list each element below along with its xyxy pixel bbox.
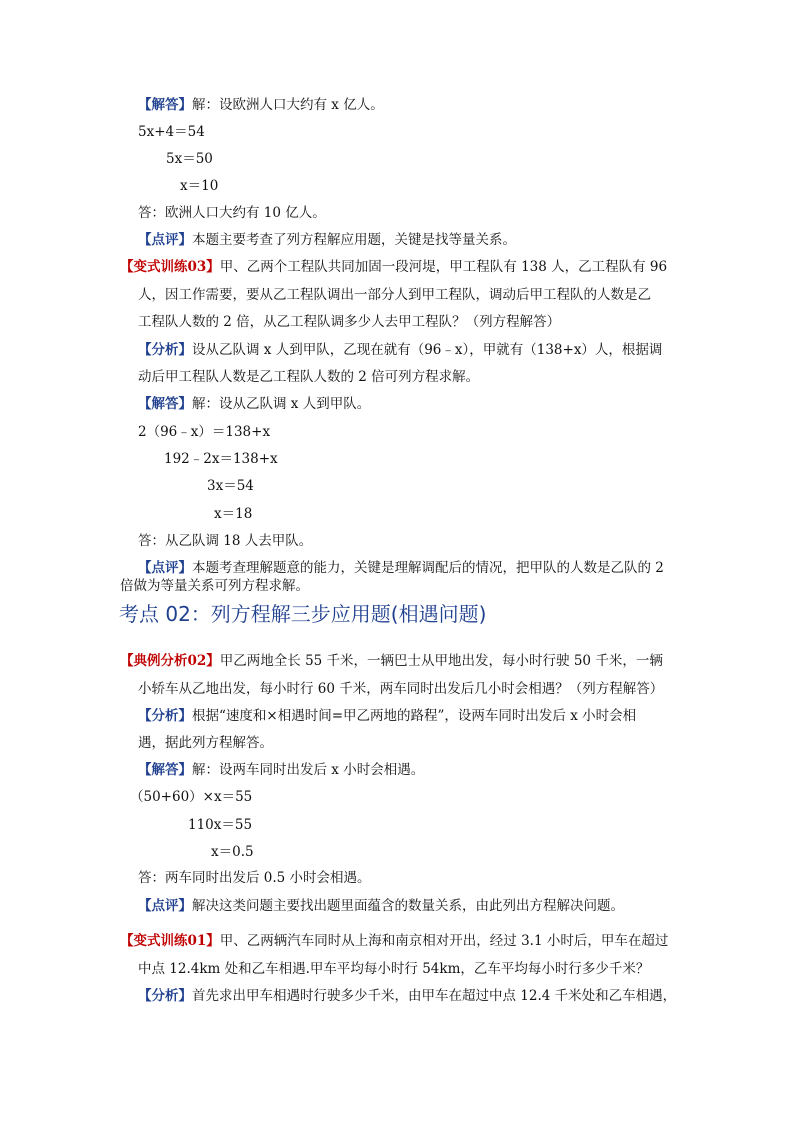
section-heading: 考点 02：列方程解三步应用题(相遇问题) bbox=[119, 602, 487, 626]
question-line: 人，因工作需要，要从乙工程队调出一部分人到甲工程队，调动后甲工程队的人数是乙 bbox=[138, 287, 651, 303]
analysis-line bbox=[138, 340, 662, 360]
question-line: 工程队人数的 2 倍，从乙工程队调多少人去甲工程队？（列方程解答） bbox=[138, 314, 561, 330]
comment-line bbox=[138, 558, 664, 578]
question-line bbox=[120, 931, 668, 951]
answer-final: 答：从乙队调 18 人去甲队。 bbox=[138, 533, 313, 549]
question-line bbox=[120, 257, 667, 277]
answer-final: 答：两车同时出发后 0.5 小时会相遇。 bbox=[138, 870, 371, 886]
comment-line: 倍做为等量关系可列方程求解。 bbox=[120, 578, 309, 594]
answer-line bbox=[138, 760, 424, 780]
answer-line bbox=[138, 394, 370, 414]
equation-line: 5x＝50 bbox=[166, 151, 213, 167]
question-line: 小轿车从乙地出发，每小时行 60 千米，两车同时出发后几小时会相遇？（列方程解答） bbox=[138, 681, 664, 697]
equation-line: x＝10 bbox=[180, 178, 219, 194]
comment-line bbox=[138, 230, 516, 250]
comment-line bbox=[138, 896, 624, 916]
analysis-text: 首先求出甲车相遇时行驶多少千米，由甲车在超过中点 12.4 千米处和乙车相遇， bbox=[192, 988, 677, 1004]
answer-text: 解：设从乙队调 x 人到甲队。 bbox=[192, 396, 371, 412]
answer-line bbox=[138, 95, 384, 115]
comment-text: 本题主要考查了列方程解应用题，关键是找等量关系。 bbox=[192, 232, 516, 248]
equation-line: x＝0.5 bbox=[211, 844, 254, 860]
comment-tag: 【点评】 bbox=[138, 898, 192, 914]
equation-line: 5x+4＝54 bbox=[138, 124, 205, 140]
answer-tag: 【解答】 bbox=[138, 396, 192, 412]
question-text: 甲、乙两个工程队共同加固一段河堤，甲工程队有 138 人，乙工程队有 96 bbox=[219, 259, 668, 275]
equation-line: 2（96﹣x）＝138+x bbox=[138, 424, 271, 440]
analysis-line: 动后甲工程队人数是乙工程队人数的 2 倍可列方程求解。 bbox=[138, 369, 480, 385]
question-text: 甲、乙两辆汽车同时从上海和南京相对开出，经过 3.1 小时后，甲车在超过 bbox=[219, 933, 669, 949]
equation-line: （50+60）×x＝55 bbox=[130, 789, 253, 805]
equation-line: 3x＝54 bbox=[207, 478, 254, 494]
analysis-line: 遇，据此列方程解答。 bbox=[138, 735, 273, 751]
comment-text: 本题考查理解题意的能力，关键是理解调配后的情况，把甲队的人数是乙队的 2 bbox=[192, 560, 664, 576]
equation-line: 110x＝55 bbox=[188, 817, 253, 833]
comment-tag: 【点评】 bbox=[138, 560, 192, 576]
question-line: 中点 12.4km 处和乙车相遇.甲车平均每小时行 54km，乙车平均每小时行多少千米？ bbox=[138, 961, 650, 977]
answer-tag: 【解答】 bbox=[138, 762, 192, 778]
question-line bbox=[120, 651, 663, 671]
question-text: 甲乙两地全长 55 千米，一辆巴士从甲地出发，每小时行驶 50 千米，一辆 bbox=[219, 653, 663, 669]
answer-final: 答：欧洲人口大约有 10 亿人。 bbox=[138, 205, 326, 221]
variant-tag: 【变式训练03】 bbox=[120, 259, 220, 275]
analysis-line bbox=[138, 986, 676, 1006]
comment-tag: 【点评】 bbox=[138, 232, 192, 248]
equation-line: x＝18 bbox=[214, 506, 253, 522]
comment-text: 解决这类问题主要找出题里面蕴含的数量关系，由此列出方程解决问题。 bbox=[192, 898, 624, 914]
answer-text: 解：设欧洲人口大约有 x 亿人。 bbox=[192, 97, 384, 113]
analysis-text: 根据“速度和×相遇时间=甲乙两地的路程”，设两车同时出发后 x 小时会相 bbox=[192, 708, 637, 724]
example-tag: 【典例分析02】 bbox=[120, 653, 220, 669]
analysis-tag: 【分析】 bbox=[138, 988, 192, 1004]
analysis-line bbox=[138, 706, 636, 726]
answer-text: 解：设两车同时出发后 x 小时会相遇。 bbox=[192, 762, 425, 778]
analysis-tag: 【分析】 bbox=[138, 342, 192, 358]
variant-tag: 【变式训练01】 bbox=[120, 933, 220, 949]
analysis-tag: 【分析】 bbox=[138, 708, 192, 724]
equation-line: 192﹣2x＝138+x bbox=[164, 451, 278, 467]
answer-tag: 【解答】 bbox=[138, 97, 192, 113]
analysis-text: 设从乙队调 x 人到甲队，乙现在就有（96﹣x），甲就有（138+x）人，根据调 bbox=[192, 342, 663, 358]
